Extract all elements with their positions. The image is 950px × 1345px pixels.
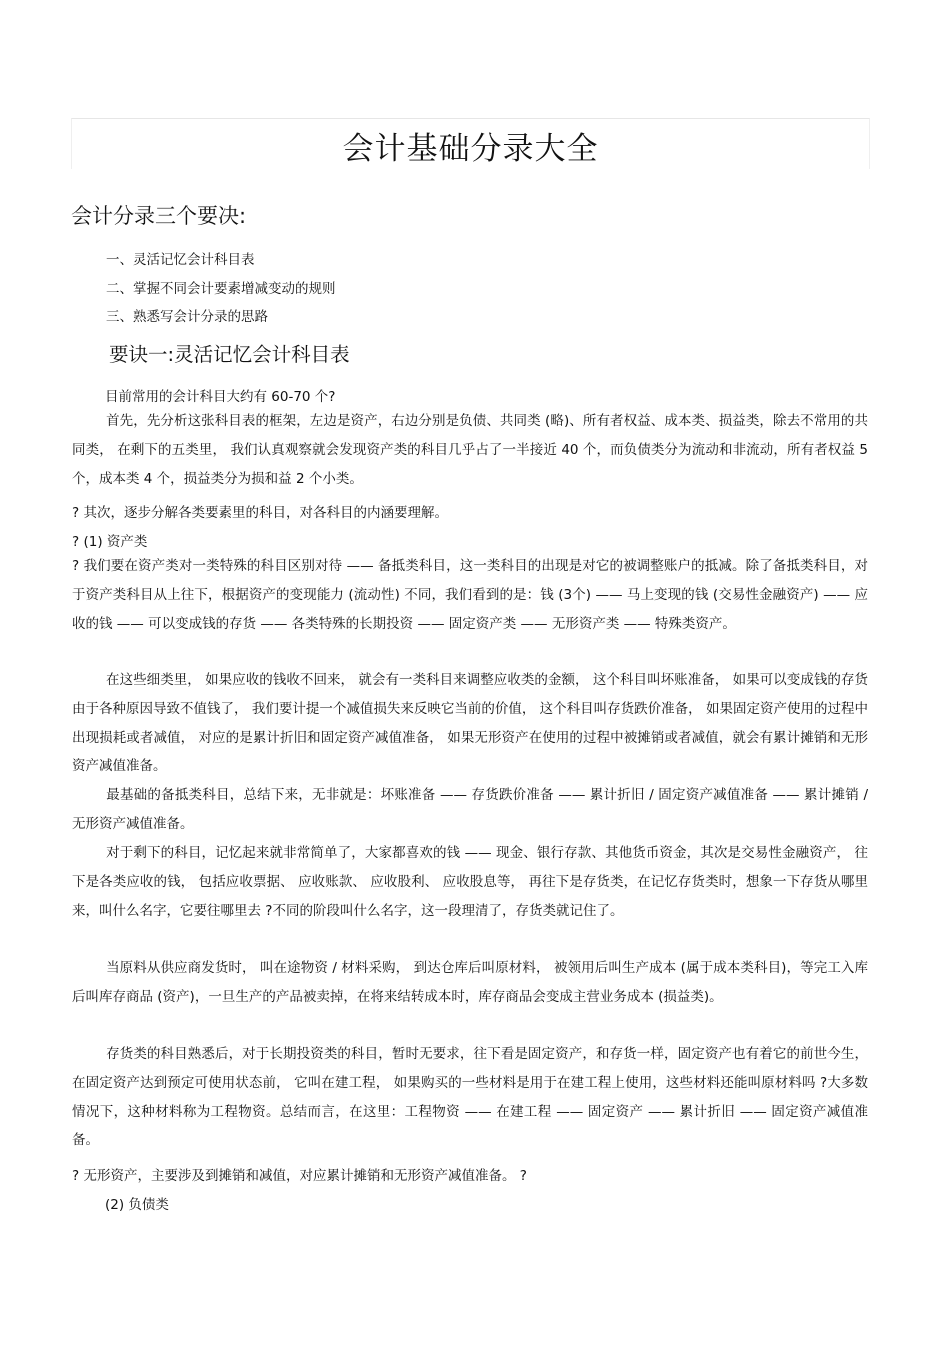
- paragraph-5: [72, 552, 868, 638]
- paragraph-8: [72, 839, 868, 925]
- subheading: 要诀一:灵活记忆会计科目表: [109, 343, 350, 366]
- paragraph-7-text: 最基础的备抵类科目，总结下来，无非就是：坏账准备 —— 存货跌价准备 —— 累计折旧 / 固定资产减值准备 —— 累计摊销 / 无形资产减值准备。: [72, 787, 868, 832]
- paragraph-10-text: 存货类的科目熟悉后，对于长期投资类的科目，暂时无要求，往下看是固定资产，和存货一样，固定资产也有着它的前世今生， 在固定资产达到预定可使用状态前， 它叫在建工程， 如果购买的一些材料是用于在建工程上使用，这些材料还能叫原材料吗 ?大多数情况下，这种材料称为工程物资。总结而言，在这里：工程物资 —— 在建工程 —— 固定资产 —— 累计折旧 —— 固定资产减值准备。: [72, 1046, 868, 1149]
- paragraph-6: [72, 666, 868, 781]
- title-box: [71, 118, 870, 169]
- paragraph-2: [72, 407, 868, 493]
- paragraph-3: ? 其次，逐步分解各类要素里的科目，对各科目的内涵要理解。: [72, 505, 448, 521]
- page-title: 会计基础分录大全: [342, 131, 599, 167]
- paragraph-10: [72, 1040, 868, 1155]
- paragraph-1: 目前常用的会计科目大约有 60-70 个?: [105, 389, 336, 405]
- paragraph-12: (2) 负债类: [105, 1197, 169, 1213]
- paragraph-8-text: 对于剩下的科目，记忆起来就非常简单了，大家都喜欢的钱 —— 现金、银行存款、其他货币资金，其次是交易性金融资产， 往下是各类应收的钱， 包括应收票据、 应收账款、 应收股利、 应收股息等， 再往下是存货类，在记忆存货类时，想象一下存货从哪里来，叫什么名字，它要往哪里去 ?不同的阶段叫什么名字，这一段理清了，存货类就记住了。: [72, 845, 868, 919]
- rule-item-1: 一、灵活记忆会计科目表: [106, 252, 255, 268]
- paragraph-9: [72, 954, 868, 1012]
- paragraph-5-text: ? 我们要在资产类对一类特殊的科目区别对待 —— 备抵类科目，这一类科目的出现是对它的被调整账户的抵减。除了备抵类科目，对于资产类科目从上往下，根据资产的变现能力 (流动性) 不同，我们看到的是：钱 (3个) —— 马上变现的钱 (交易性金融资产) —— 应收的钱 —— 可以变成钱的存货 —— 各类特殊的长期投资 —— 固定资产类 —— 无形资产类 —— 特殊类资产。: [72, 558, 868, 632]
- paragraph-4: ? (1) 资产类: [72, 534, 148, 550]
- section-heading: 会计分录三个要决:: [71, 204, 247, 228]
- paragraph-11: ? 无形资产，主要涉及到摊销和减值，对应累计摊销和无形资产减值准备。 ?: [72, 1168, 527, 1184]
- paragraph-6-text: 在这些细类里， 如果应收的钱收不回来， 就会有一类科目来调整应收类的金额， 这个科目叫坏账准备， 如果可以变成钱的存货由于各种原因导致不值钱了， 我们要计提一个减值损失来反映它当前的价值， 这个科目叫存货跌价准备， 如果固定资产使用的过程中出现损耗或者减值， 对应的是累计折旧和固定资产减值准备， 如果无形资产在使用的过程中被摊销或者减值，就会有累计摊销和无形资产减值准备。: [72, 672, 868, 775]
- rule-item-2: 二、掌握不同会计要素增减变动的规则: [106, 281, 336, 297]
- paragraph-9-text: 当原料从供应商发货时， 叫在途物资 / 材料采购， 到达仓库后叫原材料， 被领用后叫生产成本 (属于成本类科目)，等完工入库后叫库存商品 (资产)，一旦生产的产品被卖掉，在将来结转成本时，库存商品会变成主营业务成本 (损益类)。: [72, 960, 868, 1005]
- rule-item-3: 三、熟悉写会计分录的思路: [106, 309, 268, 325]
- paragraph-2-text: 首先，先分析这张科目表的框架，左边是资产，右边分别是负债、共同类 (略)、所有者权益、成本类、损益类，除去不常用的共同类， 在剩下的五类里， 我们认真观察就会发现资产类的科目几乎占了一半接近 40 个，而负债类分为流动和非流动，所有者权益 5 个，成本类 4 个，损益类分为损和益 2 个小类。: [72, 413, 868, 487]
- paragraph-7: [72, 781, 868, 839]
